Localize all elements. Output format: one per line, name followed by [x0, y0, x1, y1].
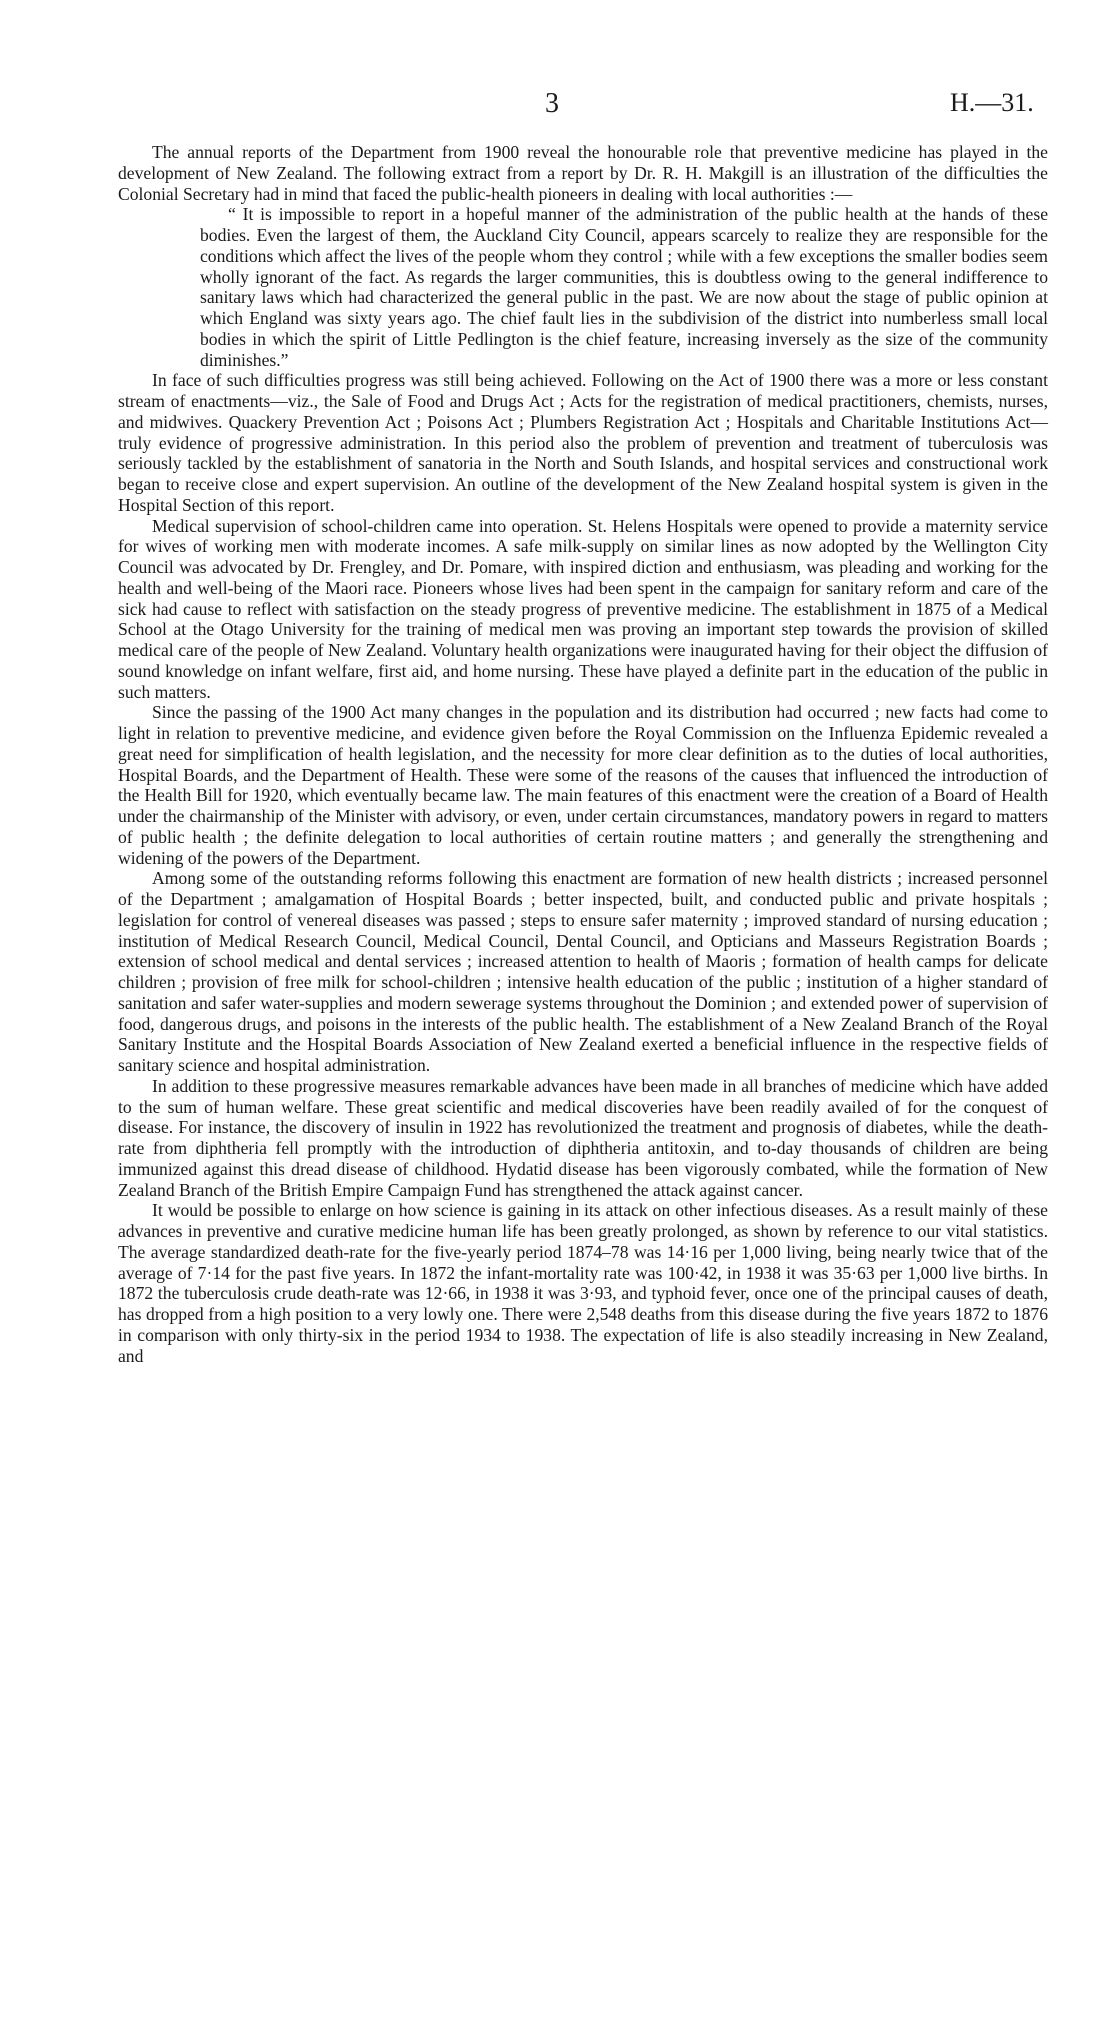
document-reference: H.—31. [950, 88, 1034, 117]
paragraph-intro: The annual reports of the Department from 1900 reveal the honourable role that preventive medicine has played in the development of New Zealand. The following extract from a report by Dr. R. H. Makgill is an illustration of the difficulties the Colonial Secretary had in mind that faced the public-health pioneers in dealing with local authorities :— [118, 142, 1048, 204]
paragraph-medical-supervision: Medical supervision of school-children came into operation. St. Helens Hospitals were opened to provide a maternity service for wives of working men with moderate incomes. A safe milk-supply on similar lines as now adopted by the Wellington City Council was advocated by Dr. Frengley, and Dr. Pomare, with inspired diction and enthusiasm, was pleading and working for the health and well-being of the Maori race. Pioneers whose lives had been spent in the campaign for sanitary reform and care of the sick had cause to reflect with satisfaction on the steady progress of preventive medicine. The establishment in 1875 of a Medical School at the Otago University for the training of medical men was proving an important step towards the provision of skilled medical care of the people of New Zealand. Voluntary health organizations were inaugurated having for their object the diffusion of sound knowledge on infant welfare, first aid, and home nursing. These have played a definite part in the education of the public in such matters. [118, 515, 1048, 702]
page-number: 3 [545, 88, 559, 119]
body-text [118, 142, 1048, 1366]
paragraph-medical-advances: In addition to these progressive measures remarkable advances have been made in all branches of medicine which have added to the sum of human welfare. These great scientific and medical discoveries have been readily availed of for the conquest of disease. For instance, the discovery of insulin in 1922 has revolutionized the treatment and prognosis of diabetes, while the death-rate from diphtheria fell promptly with the introduction of diphtheria antitoxin, and to-day thousands of children are being immunized against this dread disease of childhood. Hydatid disease has been vigorously combated, while the formation of New Zealand Branch of the British Empire Campaign Fund has strengthened the attack against cancer. [118, 1075, 1048, 1200]
paragraph-health-act-1920: Since the passing of the 1900 Act many changes in the population and its distribution had occurred ; new facts had come to light in relation to preventive medicine, and evidence given before the Royal Commission on the Influenza Epidemic revealed a great need for simplification of health legislation, and the necessity for more clear definition as to the duties of local authorities, Hospital Boards, and the Department of Health. These were some of the reasons of the causes that influenced the introduction of the Health Bill for 1920, which eventually became law. The main features of this enactment were the creation of a Board of Health under the chairmanship of the Minister with advisory, or even, under certain circumstances, mandatory powers in regard to matters of public health ; the definite delegation to local authorities of certain routine matters ; and generally the strengthening and widening of the powers of the Department. [118, 702, 1048, 868]
quotation-makgill: “ It is impossible to report in a hopeful manner of the administration of the public health at the hands of these bodies. Even the largest of them, the Auckland City Council, appears scarcely to realize they are responsible for the conditions which affect the lives of the people whom they control ; while with a few exceptions the smaller bodies seem wholly ignorant of the fact. As regards the larger communities, this is doubtless owing to the general indifference to sanitary laws which had characterized the general public in the past. We are now about the stage of public opinion at which England was sixty years ago. The chief fault lies in the subdivision of the district into numberless small local bodies in which the spirit of Little Pedlington is the chief feature, increasing inversely as the size of the community diminishes.” [200, 204, 1048, 370]
paragraph-vital-statistics: It would be possible to enlarge on how science is gaining in its attack on other infectious diseases. As a result mainly of these advances in preventive and curative medicine human life has been greatly prolonged, as shown by reference to our vital statistics. The average standardized death-rate for the five-yearly period 1874–78 was 14·16 per 1,000 living, being nearly twice that of the average of 7·14 for the past five years. In 1872 the infant-mortality rate was 100·42, in 1938 it was 35·63 per 1,000 live births. In 1872 the tuberculosis crude death-rate was 12·66, in 1938 it was 3·93, and typhoid fever, once one of the principal causes of death, has dropped from a high position to a very lowly one. There were 2,548 deaths from this disease during the five years 1872 to 1876 in comparison with only thirty-six in the period 1934 to 1938. The expectation of life is also steadily increasing in New Zealand, and [118, 1200, 1048, 1366]
paragraph-reforms: Among some of the outstanding reforms following this enactment are formation of new health districts ; increased personnel of the Department ; amalgamation of Hospital Boards ; better inspected, built, and conducted public and private hospitals ; legislation for control of venereal diseases was passed ; steps to ensure safer maternity ; improved standard of nursing education ; institution of Medical Research Council, Medical Council, Dental Council, and Opticians and Masseurs Registration Boards ; extension of school medical and dental services ; increased attention to health of Maoris ; formation of health camps for delicate children ; provision of free milk for school-children ; intensive health education of the public ; institution of a higher standard of sanitation and safer water-supplies and modern sewerage systems throughout the Dominion ; and extended power of supervision of food, dangerous drugs, and poisons in the interests of the public health. The establishment of a New Zealand Branch of the Royal Sanitary Institute and the Hospital Boards Association of New Zealand exerted a beneficial influence in the respective fields of sanitary science and hospital administration. [118, 868, 1048, 1075]
paragraph-enactments: In face of such difficulties progress was still being achieved. Following on the Act of 1900 there was a more or less constant stream of enactments—viz., the Sale of Food and Drugs Act ; Acts for the registration of medical practitioners, chemists, nurses, and midwives. Quackery Prevention Act ; Poisons Act ; Plumbers Registration Act ; Hospitals and Charitable Institutions Act—truly evidence of progressive administration. In this period also the problem of prevention and treatment of tuberculosis was seriously tackled by the establishment of sanatoria in the North and South Islands, and hospital services and constructional work began to receive close and expert supervision. An outline of the development of the New Zealand hospital system is given in the Hospital Section of this report. [118, 370, 1048, 515]
